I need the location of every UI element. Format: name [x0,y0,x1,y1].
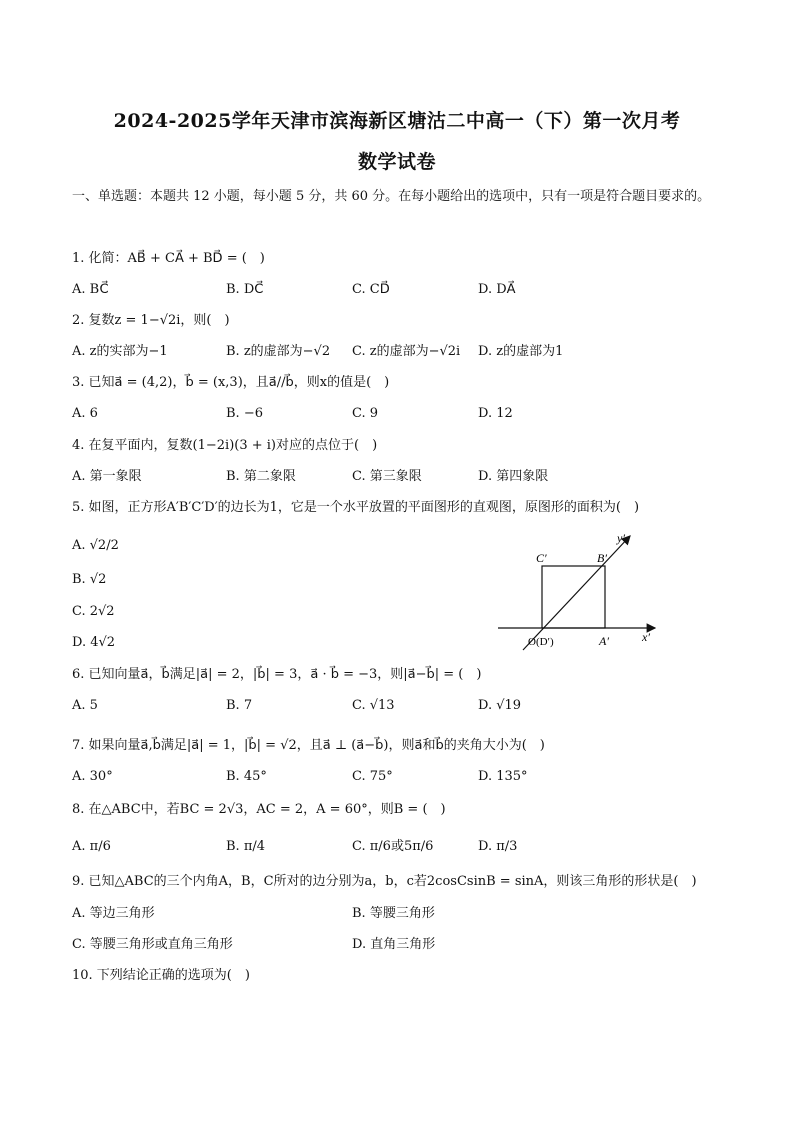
option-c: C. 2√2 [72,604,115,619]
option-d: D. 第四象限 [478,469,549,484]
label-o: O(D′) [528,636,554,648]
question-3-options [72,405,732,423]
question-6-stem: 6. 已知向量a⃗，b⃗满足|a⃗| = 2，|b⃗| = 3，a⃗ · b⃗ = −3，则|a⃗−b⃗| = ( ) [72,667,482,682]
question-5-stem: 5. 如图，正方形A′B′C′D′的边长为1，它是一个水平放置的平面图形的直观图，原图形的面积为( ) [72,500,640,515]
option-b: B. 45° [226,769,267,784]
option-a: A. 第一象限 [72,469,142,484]
option-d: D. 直角三角形 [352,937,436,952]
option-b: B. z的虚部为−√2 [226,344,331,359]
option-c: C. 等腰三角形或直角三角形 [72,937,233,952]
page-subtitle: 数学试卷 [357,151,436,173]
option-a: A. 30° [72,769,113,784]
question-9-stem: 9. 已知△ABC的三个内角A，B，C所对的边分别为a，b，c若2cosCsinB = sinA，则该三角形的形状是( ) [72,874,697,889]
option-b: B. 等腰三角形 [352,906,435,921]
option-a: A. BC⃗ [72,282,109,297]
question-8-options [72,838,732,856]
label-x: x′ [642,630,650,644]
option-a: A. 6 [72,406,98,421]
label-c: C′ [536,551,547,565]
option-d: D. z的虚部为1 [478,344,564,359]
question-4-options [72,468,732,486]
label-y: y′ [617,531,625,545]
option-a: A. 5 [72,698,98,713]
option-b: B. −6 [226,406,263,421]
question-2-options [72,343,732,361]
label-b: B′ [597,551,607,565]
question-2-stem: 2. 复数z = 1−√2i，则( ) [72,313,230,328]
question-10-stem: 10. 下列结论正确的选项为( ) [72,968,250,983]
question-7-stem: 7. 如果向量a⃗,b⃗满足|a⃗| = 1，|b⃗| = √2，且a⃗ ⊥ (a⃗−b⃗)，则a⃗和b⃗的夹角大小为( ) [72,738,545,753]
option-b: B. DC⃗ [226,282,264,297]
label-a: A′ [599,634,609,648]
page-title: 2024-2025学年天津市滨海新区塘沽二中高一（下）第一次月考 [113,110,681,132]
question-6-options [72,697,732,715]
option-c: C. π/6或5π/6 [352,839,434,854]
question-8-stem: 8. 在△ABC中，若BC = 2√3，AC = 2，A = 60°，则B = ( ) [72,802,446,817]
question-9-options-row2 [72,936,732,954]
question-1-options [72,281,732,299]
question-1-stem: 1. 化简：AB⃗ + CA⃗ + BD⃗ = ( ) [72,251,265,266]
option-b: B. 7 [226,698,253,713]
option-d: D. DA⃗ [478,282,516,297]
question-7-options [72,768,732,786]
option-a: A. z的实部为−1 [72,344,168,359]
option-b: B. √2 [72,572,107,587]
question-3-stem: 3. 已知a⃗ = (4,2)，b⃗ = (x,3)，且a⃗//b⃗，则x的值是( ) [72,375,390,390]
question-4-stem: 4. 在复平面内，复数(1−2i)(3 + i)对应的点位于( ) [72,438,378,453]
oblique-view-figure [490,528,665,658]
option-c: C. CD⃗ [352,282,390,297]
option-b: B. π/4 [226,839,266,854]
option-c: C. 9 [352,406,379,421]
question-9-options-row1 [72,905,732,923]
option-d: D. 135° [478,769,528,784]
option-d: D. π/3 [478,839,518,854]
option-c: C. √13 [352,698,395,713]
option-c: C. z的虚部为−√2i [352,344,461,359]
option-d: D. 12 [478,406,513,421]
option-a: A. π/6 [72,839,111,854]
option-c: C. 第三象限 [352,469,422,484]
option-b: B. 第二象限 [226,469,296,484]
option-a: A. √2/2 [72,538,119,553]
section-heading: 一、单选题：本题共 12 小题，每小题 5 分，共 60 分。在每小题给出的选项中，只有一项是符合题目要求的。 [72,189,711,204]
option-d: D. √19 [478,698,522,713]
option-d: D. 4√2 [72,635,116,650]
option-c: C. 75° [352,769,393,784]
option-a: A. 等边三角形 [72,906,155,921]
